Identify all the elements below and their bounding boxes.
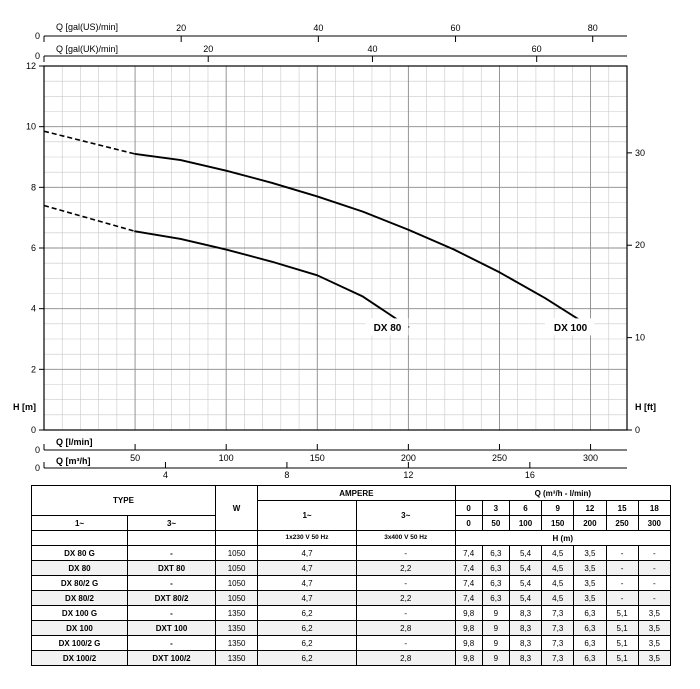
cell-h-5: 5,1 [606, 606, 638, 621]
tick-top-us-1: 20 [176, 23, 187, 33]
header-q-m3h-2: 6 [509, 501, 541, 516]
header-q-m3h-6: 18 [638, 501, 670, 516]
cell-ampere-3ph: - [356, 606, 455, 621]
tick-right-3: 30 [635, 147, 646, 158]
cell-h-5: 5,1 [606, 651, 638, 666]
cell-w: 1350 [216, 636, 258, 651]
header-q-m3h-0: 0 [455, 501, 482, 516]
header-q-lmin-3: 150 [542, 516, 574, 531]
cell-h-3: 4,5 [542, 546, 574, 561]
tick-top-us-4: 80 [587, 23, 598, 33]
cell-w: 1350 [216, 606, 258, 621]
specifications-table [31, 485, 671, 666]
cell-ampere-3ph: - [356, 576, 455, 591]
cell-h-1: 6,3 [482, 591, 509, 606]
tick-bottom-m3h-2: 8 [284, 470, 290, 480]
cell-type-1ph: DX 100/2 G [32, 636, 128, 651]
cell-h-4: 6,3 [574, 651, 606, 666]
table-header-row-1 [32, 486, 671, 501]
curve-dashed-dx-100 [44, 131, 135, 154]
tick-left-2: 4 [30, 303, 36, 314]
header-q-m3h-4: 12 [574, 501, 606, 516]
cell-h-3: 4,5 [542, 591, 574, 606]
axis-label-left: H [m] [13, 402, 36, 412]
cell-h-0: 7,4 [455, 561, 482, 576]
tick-top-us-3: 60 [450, 23, 461, 33]
cell-h-5: - [606, 591, 638, 606]
cell-w: 1050 [216, 576, 258, 591]
cell-h-3: 4,5 [542, 561, 574, 576]
cell-h-5: 5,1 [606, 621, 638, 636]
cell-ampere-3ph: 2,8 [356, 621, 455, 636]
cell-h-3: 7,3 [542, 606, 574, 621]
cell-h-6: - [638, 576, 670, 591]
cell-h-2: 8,3 [509, 636, 541, 651]
cell-h-1: 6,3 [482, 561, 509, 576]
cell-type-3ph: DXT 80/2 [128, 591, 216, 606]
header-q-m3h-5: 15 [606, 501, 638, 516]
cell-h-2: 5,4 [509, 546, 541, 561]
table-row [32, 576, 671, 591]
tick-right-0: 0 [635, 425, 641, 435]
header-q-lmin-6: 300 [638, 516, 670, 531]
cell-h-2: 5,4 [509, 576, 541, 591]
cell-h-4: 6,3 [574, 621, 606, 636]
cell-type-1ph: DX 100 G [32, 606, 128, 621]
cell-ampere-3ph: - [356, 546, 455, 561]
cell-ampere-1ph: 6,2 [258, 621, 357, 636]
cell-h-3: 7,3 [542, 651, 574, 666]
cell-type-1ph: DX 80/2 G [32, 576, 128, 591]
cell-w: 1350 [216, 651, 258, 666]
header-ampere-3ph-label: 3~ [401, 511, 411, 520]
cell-w: 1050 [216, 591, 258, 606]
table-header-row-4 [32, 531, 671, 546]
header-q-m3h-1: 3 [482, 501, 509, 516]
cell-type-1ph: DX 80 G [32, 546, 128, 561]
tick-bottom-lmin-2: 100 [218, 453, 234, 463]
cell-h-2: 8,3 [509, 651, 541, 666]
cell-type-3ph: DXT 100 [128, 621, 216, 636]
tick-left-4: 8 [30, 182, 36, 193]
header-ampere-1ph [258, 501, 357, 531]
cell-h-1: 9 [482, 621, 509, 636]
tick-top-uk-3: 60 [531, 44, 542, 54]
tick-left-5: 10 [25, 121, 36, 132]
cell-w: 1050 [216, 561, 258, 576]
cell-ampere-1ph: 6,2 [258, 651, 357, 666]
cell-h-2: 5,4 [509, 561, 541, 576]
spec-table [31, 485, 671, 666]
cell-type-1ph: DX 100/2 [32, 651, 128, 666]
tick-right-2: 20 [635, 240, 646, 251]
header-type-3ph-spacer [128, 531, 216, 546]
header-q-lmin-0: 0 [455, 516, 482, 531]
cell-h-3: 7,3 [542, 636, 574, 651]
cell-h-6: 3,5 [638, 651, 670, 666]
tick-bottom-m3h-4: 16 [524, 470, 535, 480]
cell-ampere-3ph: 2,2 [356, 561, 455, 576]
header-ampere-3ph-note: 3x400 V 50 Hz [356, 531, 455, 546]
tick-bottom-lmin-1: 50 [130, 453, 141, 463]
cell-h-6: - [638, 591, 670, 606]
tick-left-3: 6 [30, 243, 36, 253]
table-row [32, 606, 671, 621]
axis-label-bottom-lmin: Q [l/min] [56, 437, 93, 447]
cell-h-4: 3,5 [574, 546, 606, 561]
axis-label-top-us: Q [gal(US)/min] [56, 22, 119, 32]
cell-h-0: 9,8 [455, 636, 482, 651]
cell-type-3ph: - [128, 606, 216, 621]
tick-top-uk-1: 20 [203, 44, 214, 54]
tick-bottom-lmin-5: 250 [491, 453, 507, 463]
cell-h-1: 9 [482, 636, 509, 651]
cell-h-2: 8,3 [509, 606, 541, 621]
cell-ampere-3ph: 2,8 [356, 651, 455, 666]
cell-ampere-1ph: 6,2 [258, 636, 357, 651]
header-ampere: AMPERE [258, 486, 455, 501]
cell-h-1: 6,3 [482, 546, 509, 561]
cell-h-6: - [638, 561, 670, 576]
cell-h-5: - [606, 576, 638, 591]
header-q-m3h-3: 9 [542, 501, 574, 516]
header-q-lmin-1: 50 [482, 516, 509, 531]
tick-top-us-0: 0 [34, 31, 40, 41]
cell-type-1ph: DX 80 [32, 561, 128, 576]
header-w: W [216, 486, 258, 531]
table-row [32, 546, 671, 561]
cell-type-3ph: - [128, 636, 216, 651]
table-row [32, 621, 671, 636]
curve-label-dx-100: DX 100 [553, 322, 588, 334]
curve-dx-100 [135, 154, 590, 327]
cell-h-3: 4,5 [542, 576, 574, 591]
tick-left-1: 2 [30, 364, 36, 375]
header-q-lmin-5: 250 [606, 516, 638, 531]
tick-bottom-m3h-1: 4 [162, 470, 168, 480]
tick-bottom-lmin-3: 150 [309, 453, 325, 463]
header-h: H (m) [455, 531, 670, 546]
cell-ampere-1ph: 4,7 [258, 561, 357, 576]
cell-h-4: 3,5 [574, 576, 606, 591]
cell-ampere-3ph: 2,2 [356, 591, 455, 606]
cell-h-0: 7,4 [455, 546, 482, 561]
header-ampere-3ph [356, 501, 455, 531]
cell-h-5: 5,1 [606, 636, 638, 651]
cell-ampere-1ph: 4,7 [258, 546, 357, 561]
table-row [32, 561, 671, 576]
curve-dx-80 [135, 231, 408, 327]
tick-top-uk-0: 0 [34, 51, 40, 61]
header-type-3ph: 3~ [128, 516, 216, 531]
header-q: Q (m³/h - l/min) [455, 486, 670, 501]
cell-ampere-3ph: - [356, 636, 455, 651]
cell-h-4: 6,3 [574, 636, 606, 651]
cell-h-2: 8,3 [509, 621, 541, 636]
table-row [32, 591, 671, 606]
tick-left-0: 0 [30, 425, 36, 435]
header-ampere-1ph-note: 1x230 V 50 Hz [258, 531, 357, 546]
tick-bottom-lmin-6: 300 [583, 453, 599, 463]
cell-type-1ph: DX 100 [32, 621, 128, 636]
cell-h-0: 7,4 [455, 576, 482, 591]
cell-ampere-1ph: 6,2 [258, 606, 357, 621]
header-ampere-1ph-label: 1~ [302, 511, 312, 520]
table-row [32, 651, 671, 666]
cell-w: 1350 [216, 621, 258, 636]
tick-bottom-m3h-0: 0 [34, 463, 40, 473]
header-q-lmin-4: 200 [574, 516, 606, 531]
cell-h-6: 3,5 [638, 621, 670, 636]
cell-type-3ph: DXT 80 [128, 561, 216, 576]
axis-label-bottom-m3h: Q [m³/h] [56, 456, 91, 466]
cell-h-0: 7,4 [455, 591, 482, 606]
cell-type-3ph: - [128, 576, 216, 591]
cell-h-6: 3,5 [638, 606, 670, 621]
table-row [32, 636, 671, 651]
axis-label-right: H [ft] [635, 402, 656, 412]
cell-w: 1050 [216, 546, 258, 561]
cell-h-1: 6,3 [482, 576, 509, 591]
cell-h-2: 5,4 [509, 591, 541, 606]
header-q-lmin-2: 100 [509, 516, 541, 531]
header-type: TYPE [32, 486, 216, 516]
tick-bottom-lmin-4: 200 [400, 453, 416, 463]
cell-h-3: 7,3 [542, 621, 574, 636]
tick-bottom-lmin-0: 0 [34, 445, 40, 455]
cell-type-3ph: DXT 100/2 [128, 651, 216, 666]
tick-left-6: 12 [25, 61, 36, 71]
cell-ampere-1ph: 4,7 [258, 576, 357, 591]
tick-top-us-2: 40 [313, 23, 324, 33]
axis-label-top-uk: Q [gal(UK)/min] [56, 44, 119, 54]
cell-h-6: - [638, 546, 670, 561]
cell-h-0: 9,8 [455, 606, 482, 621]
tick-top-uk-2: 40 [367, 44, 378, 54]
cell-h-1: 9 [482, 606, 509, 621]
table-body [32, 546, 671, 666]
cell-type-3ph: - [128, 546, 216, 561]
header-type-1ph: 1~ [32, 516, 128, 531]
cell-type-1ph: DX 80/2 [32, 591, 128, 606]
cell-h-0: 9,8 [455, 621, 482, 636]
cell-h-5: - [606, 561, 638, 576]
header-type-1ph-spacer [32, 531, 128, 546]
tick-right-1: 10 [635, 332, 646, 343]
cell-h-6: 3,5 [638, 636, 670, 651]
header-w-spacer [216, 531, 258, 546]
cell-h-5: - [606, 546, 638, 561]
cell-h-4: 6,3 [574, 606, 606, 621]
cell-h-1: 9 [482, 651, 509, 666]
cell-ampere-1ph: 4,7 [258, 591, 357, 606]
tick-bottom-m3h-3: 12 [403, 470, 414, 480]
cell-h-0: 9,8 [455, 651, 482, 666]
cell-h-4: 3,5 [574, 561, 606, 576]
curve-dashed-dx-80 [44, 206, 135, 232]
curve-label-dx-80: DX 80 [373, 322, 402, 334]
cell-h-4: 3,5 [574, 591, 606, 606]
